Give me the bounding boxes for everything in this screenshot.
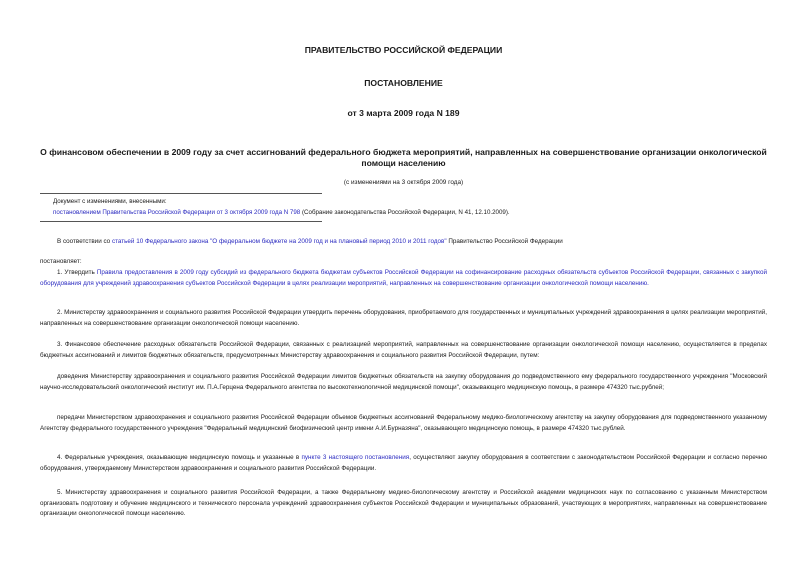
paragraph-2: 2. Министерству здравоохранения и социального развития Российской Федерации утвердить перечень оборудования, приобретаемого для государственных и муниципальных учреждений здравоохранения в целях реализации мероприятий, направленных на совершенствование организации онкологической помощи населению. [40,309,767,327]
subsidy-rules-link[interactable]: Правила предоставления в 2009 году субсидий из федерального бюджета бюджетам субъектов Российской Федерации на софинансирование расходных обязательств субъектов Российской Федерации, связанных с закупкой оборудования для учреждений здравоохранения субъектов Российской Федерации в целях реализации мероприятий, направленных на совершенствование организации онкологической помощи населению. [40,269,768,287]
paragraph-4 [40,453,767,474]
paragraph-5: 5. Министерству здравоохранения и социального развития Российской Федерации, а также Федеральному медико-биологическому агентству и Российской академии медицинских наук по согласованию с указанным Министерством организовать подготовку и обучение медицинского и технического персонала учреждений здравоохранения субъектов Российской Федерации и муниципальных образований, участвующих в мероприятиях, направленных на совершенствование организации онкологической помощи населению. [40,489,767,517]
amendment-source: (Собрание законодательства Российской Федерации, N 41, 12.10.2009). [300,209,510,216]
document-type: ПОСТАНОВЛЕНИЕ [364,78,443,88]
divider-top [40,193,322,194]
amendments-entry [53,209,510,216]
amendments-intro: Документ с изменениями, внесенными: [53,198,167,205]
paragraph-3-item-2: передачи Министерством здравоохранения и социального развития Российской Федерации объемов бюджетных ассигнований Федеральному медико-биологическому агентству на закупку оборудования для подведомственного указанному Агентству федерального государственного учреждения "Федеральный медицинский биофизический центр имени А.И.Бурназяна", оказывающего медицинскую помощь, в размере 474320 тыс.рублей. [40,414,767,432]
preamble-suffix: Правительство Российской Федерации [446,238,563,245]
paragraph-3-item-1: доведения Министерству здравоохранения и социального развития Российской Федерации лимитов бюджетных обязательств на закупку оборудования до подведомственного ему федерального государственного учреждения "Московский научно-исследовательский онкологический институт им. П.А.Герцена Федерального агентства по высокотехнологичной медицинской помощи", оказывающего медицинскую помощь, в размере 474320 тыс.рублей; [40,373,767,391]
federal-law-article-link[interactable]: статьей 10 Федерального закона "О федеральном бюджете на 2009 год и на плановый период 2010 и 2011 годов" [111,238,447,245]
edition-note: (с изменениями на 3 октября 2009 года) [343,179,464,186]
paragraph-4-prefix: 4. Федеральные учреждения, оказывающие медицинскую помощь и указанные в [57,454,302,461]
preamble-prefix: В соответствии со [57,238,112,245]
paragraph-1-prefix: 1. Утвердить [57,269,97,276]
paragraph-3: 3. Финансовое обеспечение расходных обязательств Российской Федерации, связанных с реализацией мероприятий, направленных на совершенствование организации онкологической помощи населению, осуществляется в пределах бюджетных ассигнований и лимитов бюджетных обязательств, предусмотренных Министерству здравоохранения и социального развития Российской Федерации, путем: [40,341,767,359]
decree-word: постановляет: [40,258,82,265]
government-heading: ПРАВИТЕЛЬСТВО РОССИЙСКОЙ ФЕДЕРАЦИИ [304,45,503,55]
paragraph-3-reference-link[interactable]: пункте 3 настоящего постановления [301,454,410,461]
paragraph-1 [40,268,767,289]
document-title: О финансовом обеспечении в 2009 году за счет ассигнований федерального бюджета мероприятий, направленных на совершенствование организации онкологической помощи населению [40,147,767,168]
amendment-decree-link[interactable]: постановлением Правительства Российской Федерации от 3 октября 2009 года N 798 [53,209,301,216]
preamble [40,237,767,248]
divider-bottom [40,221,322,222]
paragraph-4-suffix: , осуществляют закупку оборудования в соответствии с законодательством Российской Федерации и согласно перечню оборудования, утверждаемому Министерством здравоохранения и социального развития Российской Федерации. [40,454,767,472]
document-date-number: от 3 марта 2009 года N 189 [347,108,460,118]
